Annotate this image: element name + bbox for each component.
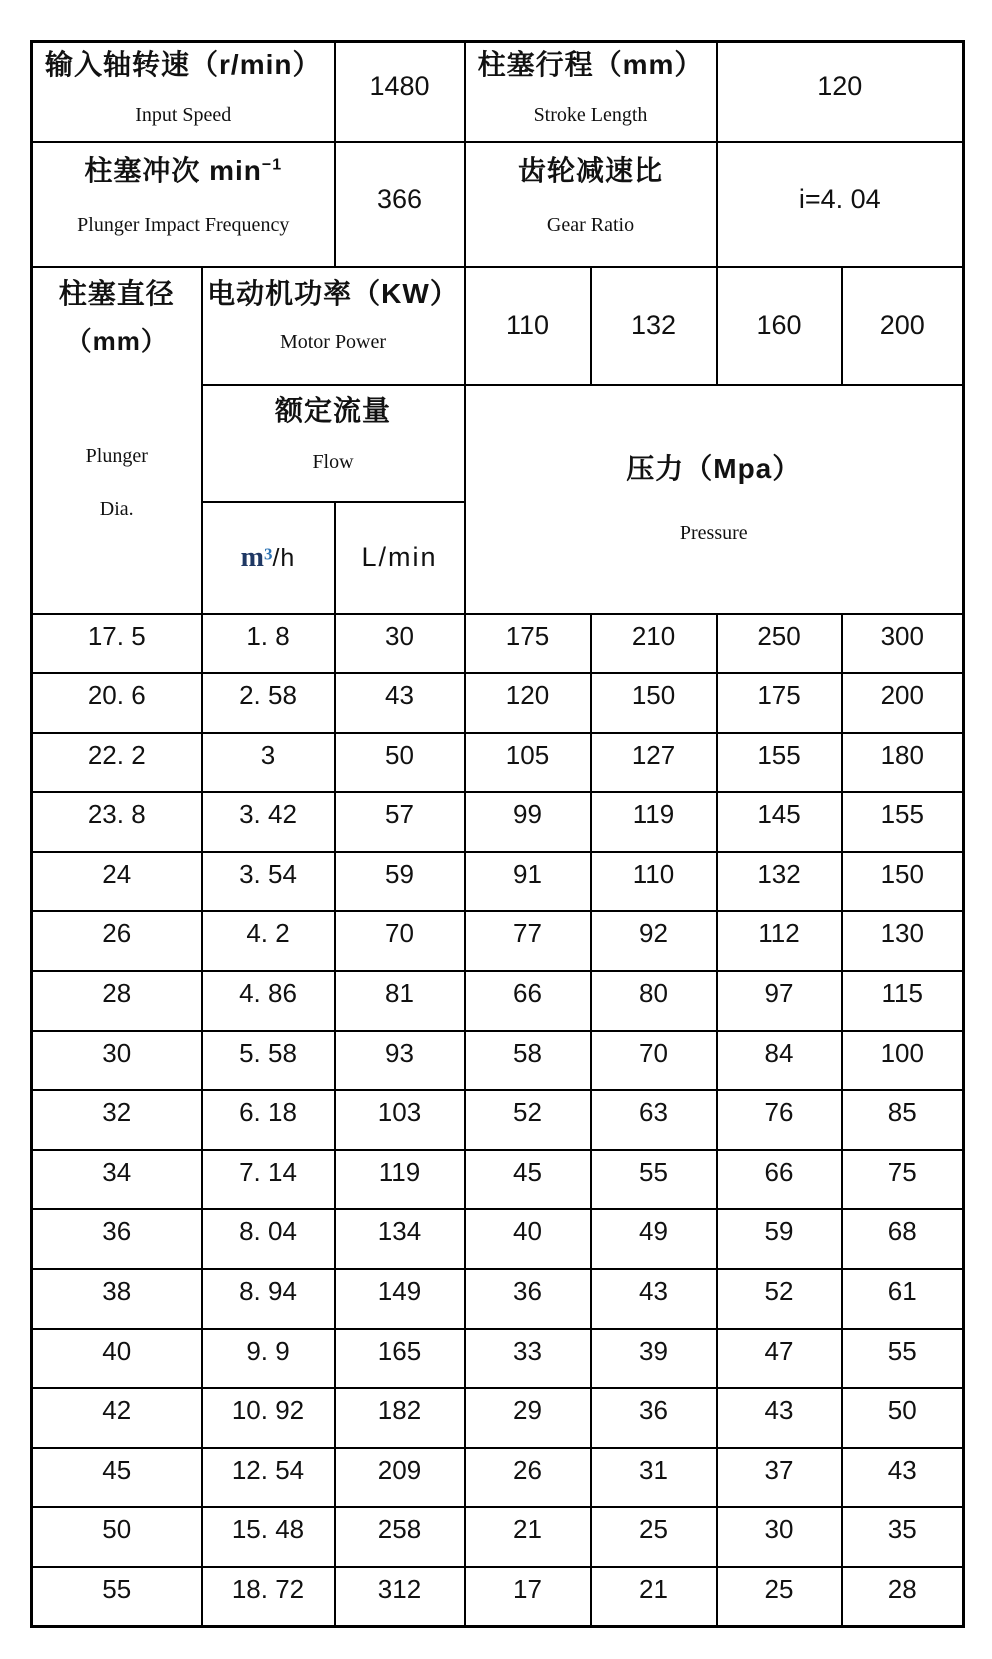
table-row <box>32 1090 964 1150</box>
gear-ratio-label-en: Gear Ratio <box>546 213 635 236</box>
cell-flow-m3h: 10. 92 <box>202 1388 335 1448</box>
cell-flow-lmin: 258 <box>335 1507 465 1567</box>
input-speed-value: 1480 <box>335 42 465 142</box>
cell-pressure-132: 110 <box>591 852 717 912</box>
cell-pressure-110: 26 <box>465 1448 591 1508</box>
cell-flow-m3h: 8. 04 <box>202 1209 335 1269</box>
cell-flow-lmin: 165 <box>335 1329 465 1389</box>
cell-flow-m3h: 8. 94 <box>202 1269 335 1329</box>
m3h-unit-sup3: 3 <box>263 544 273 564</box>
cell-flow-lmin: 103 <box>335 1090 465 1150</box>
table-row <box>32 1209 964 1269</box>
table-row <box>32 1567 964 1627</box>
cell-pressure-160: 132 <box>717 852 842 912</box>
cell-pressure-200: 130 <box>842 911 964 971</box>
table-row <box>32 1150 964 1210</box>
motor-power-label-en: Motor Power <box>279 330 387 353</box>
cell-plunger-dia: 36 <box>32 1209 202 1269</box>
rated-flow-label-zh: 额定流量 <box>274 394 391 426</box>
cell-plunger-dia: 22. 2 <box>32 733 202 793</box>
cell-pressure-160: 112 <box>717 911 842 971</box>
cell-pressure-110: 77 <box>465 911 591 971</box>
pressure-label-zh: 压力（Mpa） <box>626 453 802 484</box>
cell-plunger-dia: 50 <box>32 1507 202 1567</box>
stroke-length-label-zh: 柱塞行程（mm） <box>477 49 704 80</box>
cell-plunger-dia: 32 <box>32 1090 202 1150</box>
cell-flow-lmin: 50 <box>335 733 465 793</box>
table-row <box>32 1269 964 1329</box>
cell-pressure-200: 28 <box>842 1567 964 1627</box>
impact-frequency-value: 366 <box>335 142 465 267</box>
table-row <box>32 1448 964 1508</box>
cell-flow-m3h: 15. 48 <box>202 1507 335 1567</box>
cell-flow-m3h: 12. 54 <box>202 1448 335 1508</box>
table-row <box>32 733 964 793</box>
cell-flow-m3h: 6. 18 <box>202 1090 335 1150</box>
cell-pressure-160: 37 <box>717 1448 842 1508</box>
cell-plunger-dia: 24 <box>32 852 202 912</box>
cell-flow-lmin: 70 <box>335 911 465 971</box>
m3h-unit-per-hour: /h <box>272 543 296 572</box>
cell-plunger-dia: 23. 8 <box>32 792 202 852</box>
plunger-diameter-label-en1: Plunger <box>85 444 148 467</box>
impact-frequency-label-zh: 柱塞冲次 $\min^{-1}$ <box>84 154 283 186</box>
cell-pressure-132: 119 <box>591 792 717 852</box>
table-row <box>32 673 964 733</box>
cell-pressure-200: 61 <box>842 1269 964 1329</box>
cell-flow-lmin: 81 <box>335 971 465 1031</box>
cell-pressure-160: 145 <box>717 792 842 852</box>
cell-plunger-dia: 28 <box>32 971 202 1031</box>
cell-pressure-160: 30 <box>717 1507 842 1567</box>
cell-plunger-dia: 26 <box>32 911 202 971</box>
cell-pressure-160: 66 <box>717 1150 842 1210</box>
cell-pressure-200: 300 <box>842 614 964 674</box>
input-speed-row <box>32 42 964 142</box>
motor-power-label-zh: 电动机功率（KW） <box>207 277 459 309</box>
cell-pressure-132: 39 <box>591 1329 717 1389</box>
cell-plunger-dia: 40 <box>32 1329 202 1389</box>
cell-pressure-132: 49 <box>591 1209 717 1269</box>
cell-flow-lmin: 119 <box>335 1150 465 1210</box>
cell-pressure-110: 33 <box>465 1329 591 1389</box>
cell-pressure-200: 200 <box>842 673 964 733</box>
cell-pressure-110: 21 <box>465 1507 591 1567</box>
stroke-length-value: 120 <box>717 42 964 142</box>
motor-power-132: 132 <box>591 267 717 385</box>
plunger-diameter-unit: （mm） <box>65 325 168 356</box>
impact-frequency-label-cell <box>32 142 335 267</box>
cell-flow-lmin: 59 <box>335 852 465 912</box>
motor-power-label-cell <box>202 267 465 385</box>
cell-pressure-160: 175 <box>717 673 842 733</box>
cell-pressure-160: 84 <box>717 1031 842 1091</box>
cell-flow-m3h: 3 <box>202 733 335 793</box>
cell-pressure-200: 150 <box>842 852 964 912</box>
cell-flow-lmin: 93 <box>335 1031 465 1091</box>
cell-pressure-110: 105 <box>465 733 591 793</box>
rated-flow-label-cell <box>202 385 465 502</box>
cell-pressure-110: 45 <box>465 1150 591 1210</box>
cell-pressure-132: 31 <box>591 1448 717 1508</box>
stroke-length-label-cell <box>465 42 717 142</box>
spec-table-container <box>30 40 965 1628</box>
cell-flow-lmin: 149 <box>335 1269 465 1329</box>
cell-pressure-200: 43 <box>842 1448 964 1508</box>
min-superscript: −1 <box>261 156 283 174</box>
cell-flow-lmin: 30 <box>335 614 465 674</box>
cell-pressure-110: 120 <box>465 673 591 733</box>
table-row <box>32 1388 964 1448</box>
cell-flow-m3h: 3. 42 <box>202 792 335 852</box>
cell-pressure-160: 52 <box>717 1269 842 1329</box>
cell-pressure-200: 100 <box>842 1031 964 1091</box>
table-row <box>32 792 964 852</box>
cell-plunger-dia: 38 <box>32 1269 202 1329</box>
pressure-label-cell <box>465 385 964 614</box>
cell-pressure-132: 25 <box>591 1507 717 1567</box>
table-row <box>32 614 964 674</box>
cell-pressure-132: 21 <box>591 1567 717 1627</box>
cell-pressure-132: 210 <box>591 614 717 674</box>
cell-pressure-132: 92 <box>591 911 717 971</box>
rated-flow-label-en: Flow <box>312 450 354 473</box>
cell-pressure-200: 180 <box>842 733 964 793</box>
cell-pressure-110: 52 <box>465 1090 591 1150</box>
cell-pressure-200: 85 <box>842 1090 964 1150</box>
cell-pressure-110: 29 <box>465 1388 591 1448</box>
flow-unit-m3h-cell <box>202 502 335 614</box>
cell-flow-m3h: 9. 9 <box>202 1329 335 1389</box>
cell-pressure-110: 66 <box>465 971 591 1031</box>
cell-pressure-200: 75 <box>842 1150 964 1210</box>
plunger-diameter-label-en2: Dia. <box>99 497 134 520</box>
cell-pressure-110: 99 <box>465 792 591 852</box>
cell-flow-m3h: 4. 2 <box>202 911 335 971</box>
cell-flow-m3h: 1. 8 <box>202 614 335 674</box>
cell-flow-lmin: 209 <box>335 1448 465 1508</box>
motor-power-160: 160 <box>717 267 842 385</box>
cell-flow-lmin: 134 <box>335 1209 465 1269</box>
cell-flow-m3h: 4. 86 <box>202 971 335 1031</box>
cell-flow-lmin: 312 <box>335 1567 465 1627</box>
cell-pressure-110: 17 <box>465 1567 591 1627</box>
cell-plunger-dia: 30 <box>32 1031 202 1091</box>
cell-plunger-dia: 20. 6 <box>32 673 202 733</box>
cell-pressure-110: 40 <box>465 1209 591 1269</box>
cell-flow-lmin: 43 <box>335 673 465 733</box>
m3h-unit-m: m <box>240 541 264 573</box>
cell-pressure-200: 35 <box>842 1507 964 1567</box>
cell-flow-m3h: 3. 54 <box>202 852 335 912</box>
cell-pressure-160: 250 <box>717 614 842 674</box>
input-speed-label-cell <box>32 42 335 142</box>
cell-pressure-110: 91 <box>465 852 591 912</box>
cell-plunger-dia: 45 <box>32 1448 202 1508</box>
pump-spec-table <box>30 40 965 1628</box>
table-row <box>32 852 964 912</box>
cell-pressure-160: 76 <box>717 1090 842 1150</box>
cell-pressure-160: 25 <box>717 1567 842 1627</box>
pressure-label-en: Pressure <box>679 522 748 544</box>
flow-unit-lmin-cell: L/min <box>335 502 465 614</box>
cell-plunger-dia: 17. 5 <box>32 614 202 674</box>
cell-flow-lmin: 182 <box>335 1388 465 1448</box>
table-row <box>32 1031 964 1091</box>
cell-pressure-132: 127 <box>591 733 717 793</box>
impact-frequency-label-en: Plunger Impact Frequency <box>77 213 290 236</box>
cell-flow-m3h: 7. 14 <box>202 1150 335 1210</box>
table-row <box>32 1507 964 1567</box>
cell-pressure-200: 115 <box>842 971 964 1031</box>
cell-pressure-132: 80 <box>591 971 717 1031</box>
data-rows-body <box>32 614 964 1627</box>
gear-ratio-label-cell <box>465 142 717 267</box>
cell-pressure-132: 36 <box>591 1388 717 1448</box>
cell-pressure-160: 59 <box>717 1209 842 1269</box>
cell-pressure-110: 58 <box>465 1031 591 1091</box>
input-speed-label-en: Input Speed <box>135 104 232 126</box>
cell-flow-m3h: 5. 58 <box>202 1031 335 1091</box>
cell-flow-m3h: 2. 58 <box>202 673 335 733</box>
cell-plunger-dia: 42 <box>32 1388 202 1448</box>
cell-pressure-200: 55 <box>842 1329 964 1389</box>
motor-power-200: 200 <box>842 267 964 385</box>
motor-power-110: 110 <box>465 267 591 385</box>
cell-pressure-200: 50 <box>842 1388 964 1448</box>
cell-pressure-200: 68 <box>842 1209 964 1269</box>
cell-pressure-160: 97 <box>717 971 842 1031</box>
plunger-diameter-label-zh: 柱塞直径 <box>58 277 175 309</box>
cell-pressure-132: 150 <box>591 673 717 733</box>
cell-pressure-200: 155 <box>842 792 964 852</box>
cell-pressure-160: 47 <box>717 1329 842 1389</box>
motor-power-row <box>32 267 964 385</box>
table-row <box>32 971 964 1031</box>
cell-pressure-110: 175 <box>465 614 591 674</box>
cell-pressure-160: 155 <box>717 733 842 793</box>
cell-plunger-dia: 55 <box>32 1567 202 1627</box>
cell-pressure-132: 43 <box>591 1269 717 1329</box>
cell-pressure-132: 55 <box>591 1150 717 1210</box>
gear-ratio-value: i=4. 04 <box>717 142 964 267</box>
cell-flow-lmin: 57 <box>335 792 465 852</box>
table-row <box>32 1329 964 1389</box>
cell-flow-m3h: 18. 72 <box>202 1567 335 1627</box>
stroke-length-label-en: Stroke Length <box>533 104 648 126</box>
table-row <box>32 911 964 971</box>
cell-plunger-dia: 34 <box>32 1150 202 1210</box>
plunger-diameter-label-cell <box>32 267 202 614</box>
gear-ratio-label-zh: 齿轮减速比 <box>518 154 664 186</box>
impact-frequency-row <box>32 142 964 267</box>
cell-pressure-110: 36 <box>465 1269 591 1329</box>
cell-pressure-132: 63 <box>591 1090 717 1150</box>
cell-pressure-132: 70 <box>591 1031 717 1091</box>
input-speed-label-zh: 输入轴转速（r/min） <box>45 49 322 80</box>
cell-pressure-160: 43 <box>717 1388 842 1448</box>
